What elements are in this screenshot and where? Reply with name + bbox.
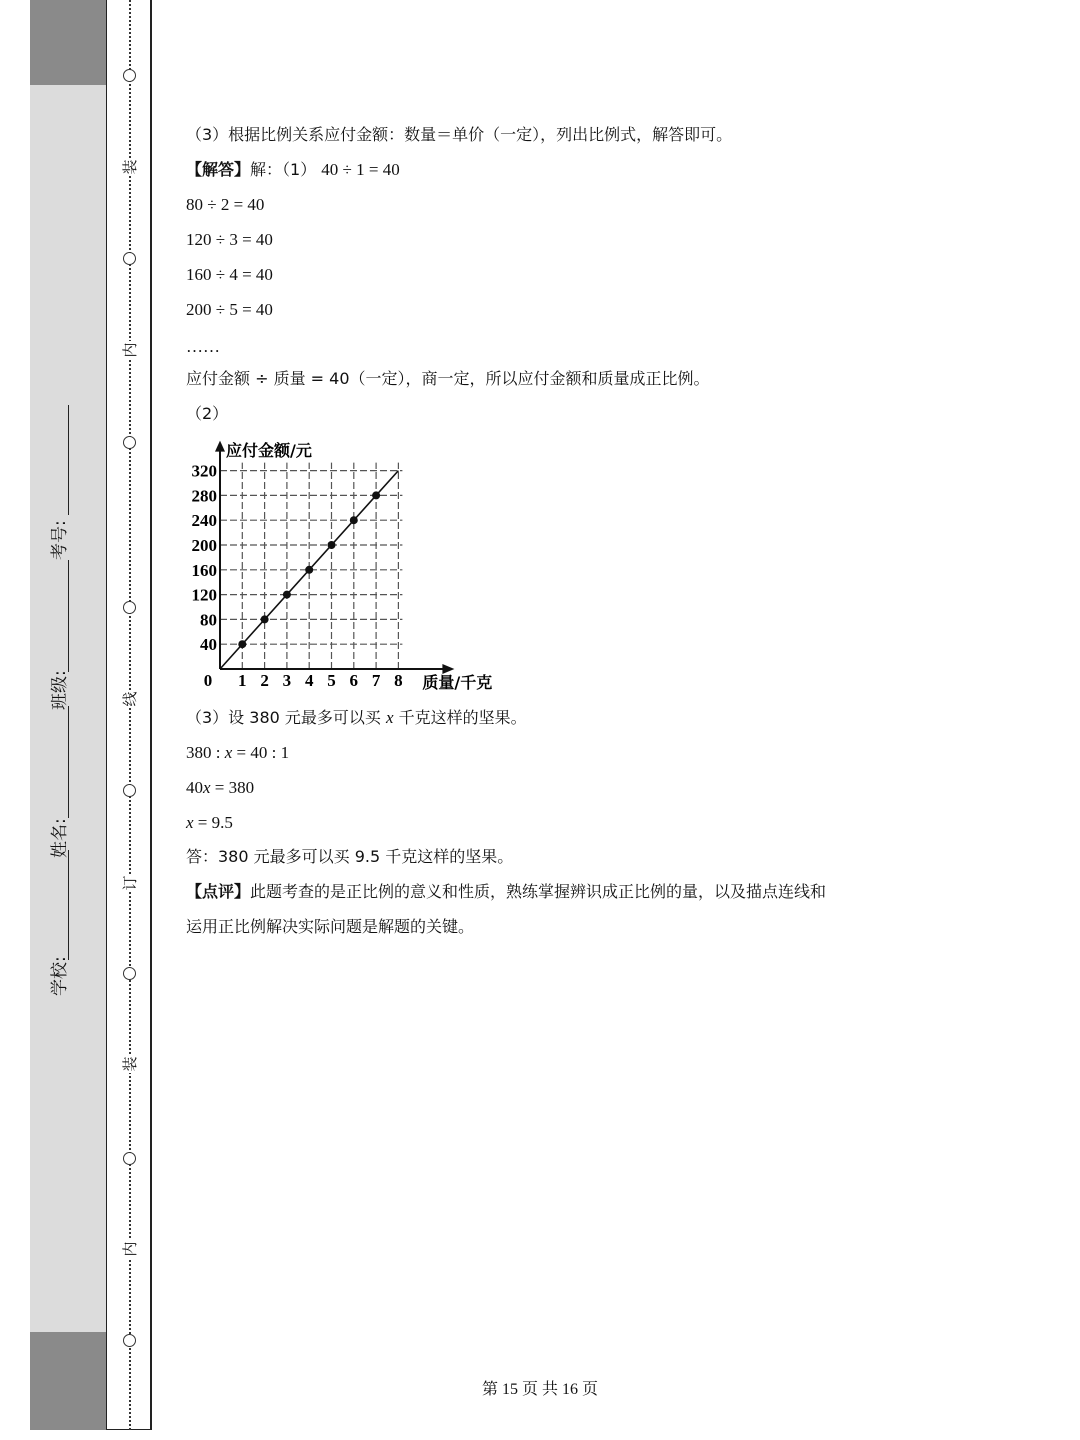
- x-tick-label: 1: [238, 671, 247, 690]
- binding-circle: [123, 967, 136, 980]
- method-part3: （3）根据比例关系应付金额：数量＝单价（一定），列出比例式，解答即可。: [186, 125, 733, 144]
- data-point: [350, 516, 358, 524]
- data-point: [372, 491, 380, 499]
- x-tick-label: 2: [260, 671, 269, 690]
- answer-tag: 【解答】: [186, 160, 251, 179]
- final-answer: 答：380 元最多可以买 9.5 千克这样的坚果。: [186, 847, 514, 866]
- answer-intro: 解：（1）: [250, 160, 317, 179]
- binding-char: 线: [121, 691, 139, 707]
- part3-setup: [186, 707, 527, 729]
- binding-char: 装: [121, 159, 139, 175]
- binding-char: 装: [121, 1056, 139, 1072]
- x-tick-label: 5: [327, 671, 336, 690]
- data-point: [305, 566, 313, 574]
- class-label: [49, 692, 71, 710]
- equation: [186, 742, 289, 764]
- y-axis-arrow: [215, 441, 225, 452]
- binding-circle: [123, 1152, 136, 1165]
- variable-x: x: [385, 708, 394, 727]
- equation: [186, 812, 233, 834]
- school-blank[interactable]: [68, 850, 69, 960]
- page-footer: 第 15 页 共 16 页: [481, 1381, 598, 1398]
- variable-x: x: [186, 813, 194, 832]
- binding-circle: [123, 784, 136, 797]
- conclusion-text: （一定），商一定，所以应付金额和质量成正比例。: [349, 369, 710, 388]
- data-point: [283, 591, 291, 599]
- y-tick-label: 120: [191, 585, 217, 605]
- data-point: [328, 541, 336, 549]
- equation: 120 ÷ 3 = 40: [186, 230, 273, 249]
- margin-dark-block-top: [30, 0, 106, 85]
- x-tick-label: 4: [304, 671, 314, 690]
- data-point: [261, 615, 269, 623]
- comment-tag: 【点评】: [186, 882, 251, 901]
- school-label: [49, 978, 71, 996]
- y-tick-label: 40: [200, 635, 217, 655]
- binding-circle: [123, 1334, 136, 1347]
- comment-text: 此题考查的是正比例的意义和性质，熟练掌握辨识成正比例的量，以及描点连线和: [250, 882, 827, 901]
- y-tick-label: 80: [200, 610, 217, 630]
- equation: 80 ÷ 2 = 40: [186, 195, 265, 214]
- equation: [186, 777, 254, 799]
- x-tick-label: 3: [282, 671, 292, 690]
- eq-part: = 9.5: [193, 813, 233, 832]
- exam-number-label: [49, 542, 71, 560]
- x-tick-label: 6: [349, 671, 359, 690]
- margin-border-line-outer: [150, 0, 152, 1430]
- answer-intro-line: [186, 159, 400, 181]
- y-tick-label: 240: [191, 511, 217, 531]
- binding-circle: [123, 601, 136, 614]
- binding-circle: [123, 69, 136, 82]
- binding-circle: [123, 436, 136, 449]
- ellipsis: ……: [186, 337, 220, 356]
- name-label: [49, 840, 71, 858]
- eq-part: 380 :: [186, 743, 225, 762]
- binding-char: 内: [121, 342, 139, 358]
- part3-text: 千克这样的坚果。: [393, 708, 527, 727]
- variable-x: x: [203, 778, 211, 797]
- y-tick-label: 280: [191, 486, 217, 506]
- name-blank[interactable]: [68, 706, 69, 818]
- equation: 40 ÷ 1 = 40: [321, 160, 400, 179]
- binding-circle: [123, 252, 136, 265]
- y-tick-label: 200: [191, 536, 217, 555]
- x-tick-label: 0: [203, 671, 213, 690]
- chart-ylabel: 应付金额/元: [226, 441, 312, 460]
- eq-part: = 40 : 1: [232, 743, 290, 762]
- variable-x: x: [224, 743, 233, 762]
- part3-text: （3）设 380 元最多可以买: [186, 708, 386, 727]
- comment-text: 运用正比例解决实际问题是解题的关键。: [186, 917, 475, 936]
- y-tick-label: 320: [191, 461, 217, 481]
- exam-number-blank[interactable]: [68, 405, 69, 515]
- binding-char: 内: [121, 1241, 139, 1257]
- binding-dotted-line: [129, 0, 131, 1430]
- proportion-chart: [180, 430, 525, 695]
- eq-part: 40: [186, 778, 203, 797]
- x-tick-label: 8: [394, 671, 403, 690]
- data-point: [238, 640, 246, 648]
- class-blank[interactable]: [68, 560, 69, 672]
- chart-axes: [215, 441, 454, 674]
- equation: 160 ÷ 4 = 40: [186, 265, 273, 284]
- chart-xlabel: 质量/千克: [422, 673, 493, 692]
- equation: 200 ÷ 5 = 40: [186, 300, 273, 319]
- eq-part: = 380: [210, 778, 255, 797]
- comment-line: [186, 881, 826, 903]
- conclusion-formula: 应付金额 ÷ 质量 = 40: [186, 369, 350, 388]
- binding-char: 订: [121, 875, 139, 891]
- margin-border-line: [106, 0, 107, 1430]
- conclusion-line: [186, 368, 710, 390]
- y-tick-label: 160: [191, 560, 217, 580]
- x-tick-label: 7: [371, 671, 381, 690]
- part2-label: （2）: [186, 404, 229, 423]
